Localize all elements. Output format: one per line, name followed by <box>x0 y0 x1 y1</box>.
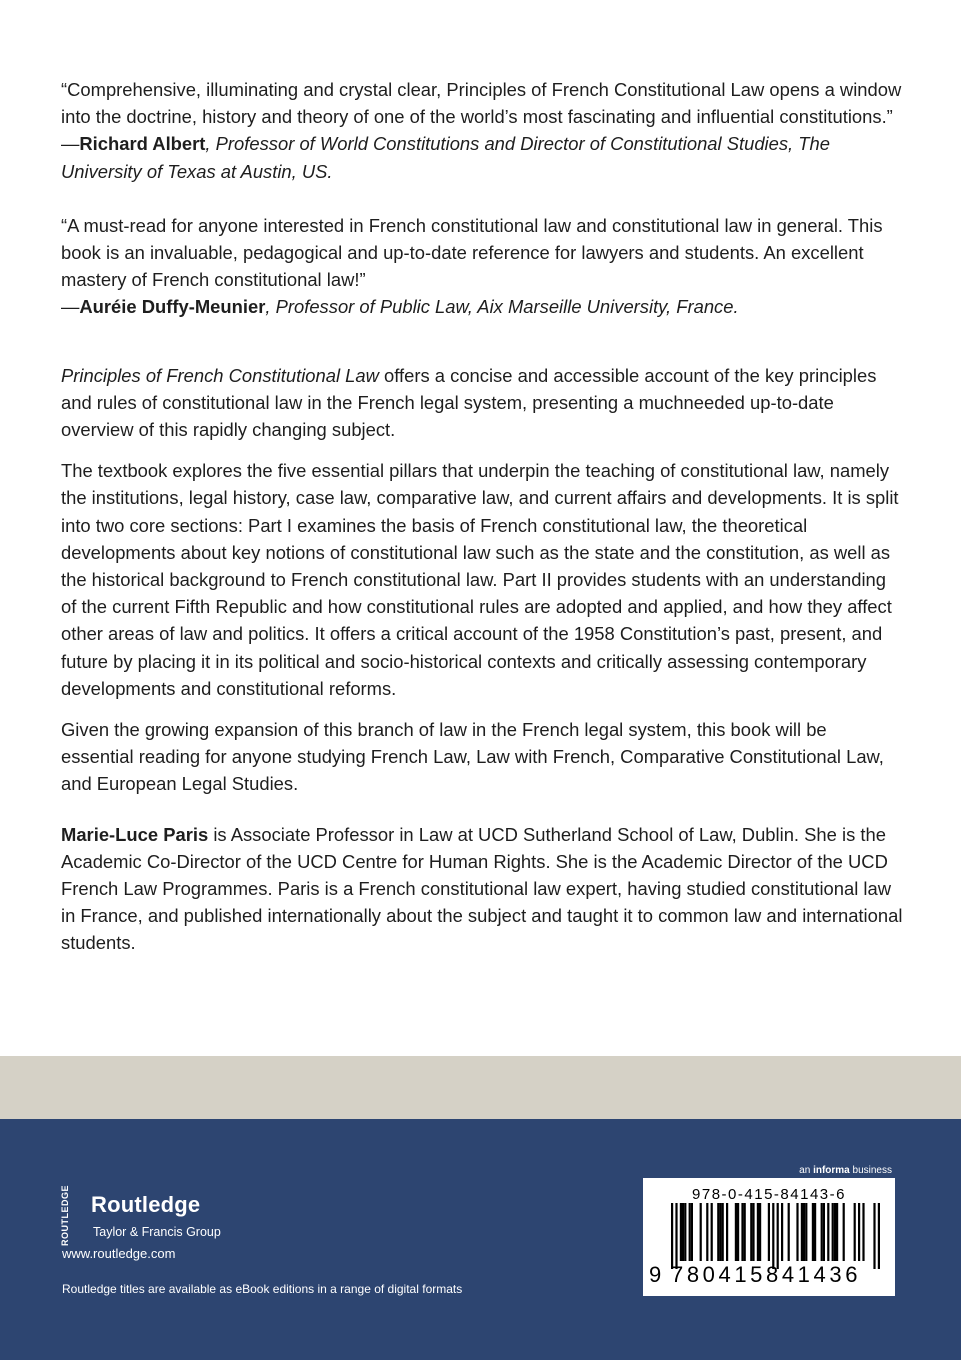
barcode-bar <box>821 1203 823 1261</box>
publisher-footer <box>0 1119 961 1360</box>
quote-1-author: Richard Albert <box>79 133 206 155</box>
barcode-bar <box>823 1203 825 1261</box>
quote-2-text: “A must-read for anyone interested in French constitutional law and constitutional law in general. This book is an invaluable, pedagogical and up-to-date reference for lawyers and students. An excellent mastery of French constitutional law!” <box>61 214 883 291</box>
decorative-band <box>0 1056 961 1119</box>
quote-2-affiliation: , Professor of Public Law, Aix Marseille University, France. <box>265 296 739 318</box>
barcode-bar <box>691 1203 693 1261</box>
barcode-bar <box>717 1203 719 1261</box>
barcode-bar <box>700 1203 702 1261</box>
barcode-bar <box>719 1203 721 1261</box>
routledge-logo <box>60 1184 240 1250</box>
barcode-bar <box>788 1203 790 1261</box>
barcode-bar <box>873 1203 875 1269</box>
barcode-bar <box>768 1203 770 1261</box>
quote-1-attribution: —Richard Albert, Professor of World Constitutions and Director of Constitutional Studies, The University of Texas at Austin, US. <box>61 133 830 182</box>
barcode-bar <box>858 1203 860 1261</box>
barcode-bar <box>680 1203 682 1261</box>
barcode-bar <box>801 1203 803 1261</box>
barcode-bar <box>836 1203 838 1261</box>
ebook-note: Routledge titles are available as eBook editions in a range of digital formats <box>62 1282 463 1296</box>
barcode-bar <box>854 1203 856 1261</box>
barcode-bar <box>777 1203 779 1269</box>
barcode-bar <box>752 1203 754 1261</box>
barcode-bar <box>843 1203 845 1261</box>
barcode-bar <box>684 1203 686 1261</box>
back-cover-text <box>61 76 903 957</box>
barcode-first-digit: 9 <box>649 1262 662 1287</box>
author-bio: Marie-Luce Paris is Associate Professor in Law at UCD Sutherland School of Law, Dublin. She is the Academic Co-Director of the UCD Centre for Human Rights. She is the Academic Director of the UCD French Law Programmes. Paris is a French constitutional law expert, having studied constitutional law in France, and published internationally about the subject and taught it to common law and international students. <box>61 823 903 954</box>
publisher-name: Routledge <box>91 1192 201 1217</box>
barcode-bar <box>671 1203 673 1269</box>
barcode-bar <box>805 1203 807 1261</box>
barcode-bar <box>827 1203 829 1261</box>
barcode-bar <box>711 1203 713 1261</box>
barcode-bar <box>796 1203 798 1261</box>
barcode-bar <box>812 1203 814 1261</box>
quote-2-attribution: —Auréie Duffy-Meunier, Professor of Public Law, Aix Marseille University, France. <box>61 296 739 318</box>
barcode-bar <box>675 1203 677 1269</box>
barcode-bar <box>726 1203 728 1261</box>
author-name: Marie-Luce Paris <box>61 823 209 845</box>
isbn-number: 978-0-415-84143-6 <box>692 1186 846 1203</box>
quote-1-affiliation: , Professor of World Constitutions and Director of Constitutional Studies, The University of Texas at Austin, US. <box>61 133 830 182</box>
quote-2-author: Auréie Duffy-Meunier <box>79 296 266 318</box>
barcode-bar <box>750 1203 752 1261</box>
barcode-bar <box>735 1203 737 1261</box>
description-paragraph-2: The textbook explores the five essential pillars that underpin the teaching of constitutional law, namely the institutions, legal history, case law, comparative law, and current affairs and developments. It is split into two core sections: Part I examines the basis of French constitutional law, the theoretical developments about key notions of constitutional law such as the state and the constitution, as well as the historical background to French constitutional law. Part II provides students with an understanding of the current Fifth Republic and how constitutional rules are adopted and applied, and how they affect other areas of law and politics. It offers a critical account of the 1958 Constitution’s past, present, and future by placing it in its political and socio-historical contexts and critically assessing contemporary developments and constitutional reforms. <box>61 460 899 699</box>
barcode-bar <box>682 1203 684 1261</box>
barcode-bar <box>803 1203 805 1261</box>
barcode-bar <box>878 1203 880 1269</box>
barcode-bar <box>757 1203 759 1261</box>
barcode-bar <box>689 1203 691 1261</box>
isbn-barcode <box>643 1178 895 1296</box>
barcode-bar <box>832 1203 834 1261</box>
barcode-bar <box>722 1203 724 1261</box>
barcode-bar <box>744 1203 746 1261</box>
barcode-bar <box>814 1203 816 1261</box>
routledge-vertical-wordmark: ROUTLEDGE <box>60 1184 70 1246</box>
barcode-bar <box>737 1203 739 1261</box>
endorsement-quote-2 <box>61 212 903 321</box>
publisher-url[interactable]: www.routledge.com <box>62 1246 176 1261</box>
informa-business-tag: an informa business <box>799 1165 892 1176</box>
barcode-bar <box>706 1203 708 1261</box>
endorsement-quote-1 <box>61 76 903 185</box>
description-paragraph-3: Given the growing expansion of this branch of law in the French legal system, this book will be essential reading for anyone studying French Law, Law with French, Comparative Constitutional Law, and European Legal Studies. <box>61 719 884 795</box>
barcode-bar <box>834 1203 836 1261</box>
barcode-bar <box>772 1203 774 1269</box>
barcode-bar <box>781 1203 783 1261</box>
quote-1-text: “Comprehensive, illuminating and crystal clear, Principles of French Constitutional Law opens a window into the doctrine, history and theory of one of the world’s most fascinating and influential constitutions.” <box>61 79 902 128</box>
barcode-bar <box>862 1203 864 1261</box>
publisher-group: Taylor & Francis Group <box>93 1225 221 1239</box>
barcode-digits: 780415841436 <box>671 1262 862 1287</box>
barcode-bar <box>759 1203 761 1261</box>
description-paragraph-1: Principles of French Constitutional Law offers a concise and accessible account of the key principles and rules of constitutional law in the French legal system, presenting a muchneeded up-to-date overview of this rapidly changing subject. <box>61 364 877 441</box>
book-title-italic: Principles of French Constitutional Law <box>61 364 379 386</box>
barcode-bar <box>741 1203 743 1261</box>
